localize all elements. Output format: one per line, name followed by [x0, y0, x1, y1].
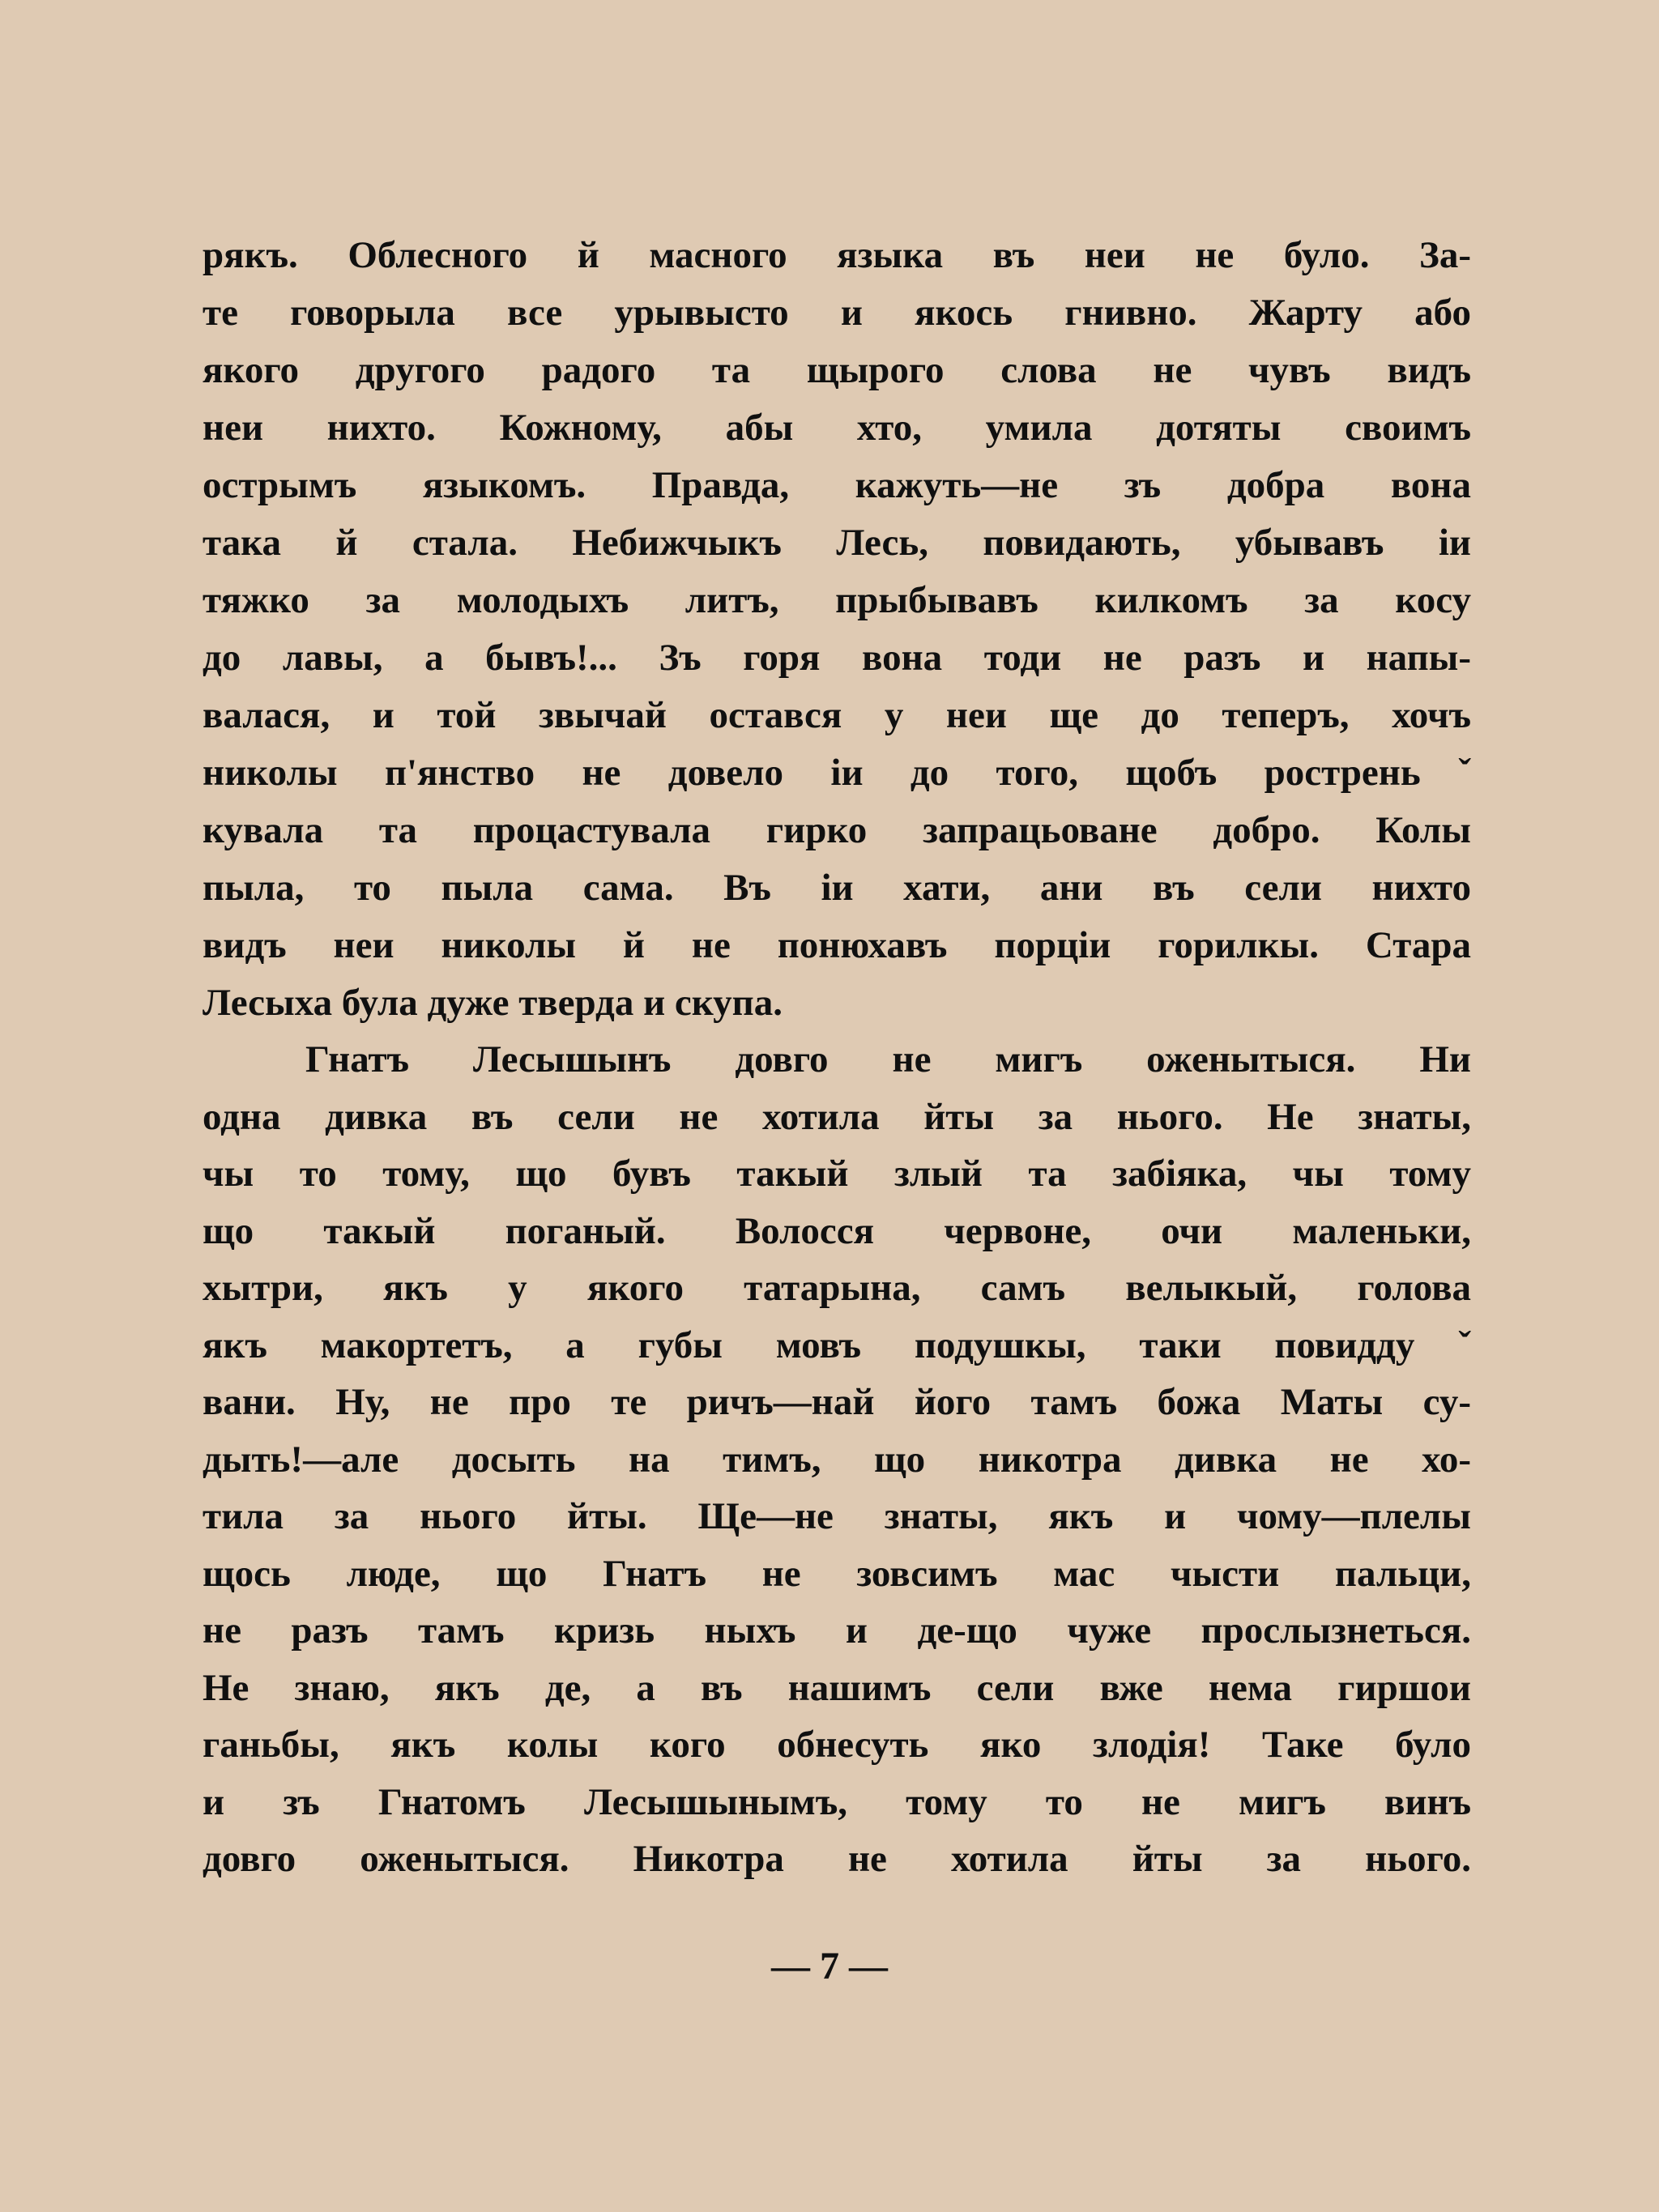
text-line: що такый поганый. Волосся червоне, очи маленьки, — [203, 1209, 1471, 1252]
text-line: щось люде, що Гнатъ не зовсимъ мас чысти пальци, — [203, 1552, 1471, 1595]
text-line: одна дивка въ сели не хотила йты за нього. Не знаты, — [203, 1095, 1471, 1138]
paragraph-2 — [203, 1035, 1471, 1886]
text-line: пыла, то пыла сама. Въ іи хати, ани въ сели нихто — [203, 867, 1471, 909]
text-line: тяжко за молодыхъ литъ, прыбывавъ килкомъ за косу — [203, 579, 1471, 621]
text-line: така й стала. Небижчыкъ Лесь, повидають, убывавъ іи — [203, 522, 1471, 564]
text-line: острымъ языкомъ. Правда, кажуть—не зъ добра вона — [203, 464, 1471, 506]
text-line: якого другого радого та щырого слова не чувъ видъ — [203, 349, 1471, 391]
text-line: Гнатъ Лесышынъ довго не мигъ оженытыся. Ни — [305, 1038, 1471, 1080]
text-line: Лесыха була дуже тверда и скупа. — [203, 982, 783, 1024]
text-line: чы то тому, що бувъ такый злый та забіяка, чы тому — [203, 1153, 1471, 1195]
text-line: николы п'янство не довело іи до того, щобъ ростреньˇ — [203, 752, 1471, 794]
text-line: хытри, якъ у якого татарына, самъ велыкый, голова — [203, 1267, 1471, 1309]
text-line: и зъ Гнатомъ Лесышынымъ, тому то не мигъ винъ — [203, 1780, 1471, 1823]
page-number: — 7 — — [771, 1945, 888, 1988]
text-line: не разъ тамъ кризь ныхъ и де-що чуже прослызнеться. — [203, 1609, 1471, 1652]
text-line: кувала та процастувала гирко запрацьоване добро. Колы — [203, 809, 1471, 851]
text-line: неи нихто. Кожному, абы хто, умила дотяты своимъ — [203, 407, 1471, 449]
text-line: рякъ. Облесного й масного языка въ неи не було. За- — [203, 234, 1471, 276]
text-line: якъ макортетъ, а губы мовъ подушкы, таки повиддуˇ — [203, 1323, 1471, 1366]
text-line: дыть!—але досыть на тимъ, що никотра дивка не хо- — [203, 1438, 1471, 1481]
text-line: те говорыла все урывысто и якось гнивно. Жарту або — [203, 292, 1471, 334]
text-line: ганьбы, якъ колы кого обнесуть яко злодія! Таке було — [203, 1724, 1471, 1766]
text-line: до лавы, а бывъ!... Зъ горя вона тоди не разъ и напы- — [203, 637, 1471, 679]
text-line: тила за нього йты. Ще—не знаты, якъ и чому—плелы — [203, 1495, 1471, 1537]
text-line: вани. Ну, не про те ричъ—най його тамъ божа Маты су- — [203, 1381, 1471, 1423]
text-line: видъ неи николы й не понюхавъ порціи горилкы. Стара — [203, 924, 1471, 966]
text-line: довго оженытыся. Никотра не хотила йты за нього. — [203, 1838, 1471, 1880]
paragraph-1 — [203, 231, 1471, 1024]
text-line: Не знаю, якъ де, а въ нашимъ сели вже нема гиршои — [203, 1666, 1471, 1709]
text-line: валася, и той звычай остався у неи ще до теперъ, хочъ — [203, 694, 1471, 736]
